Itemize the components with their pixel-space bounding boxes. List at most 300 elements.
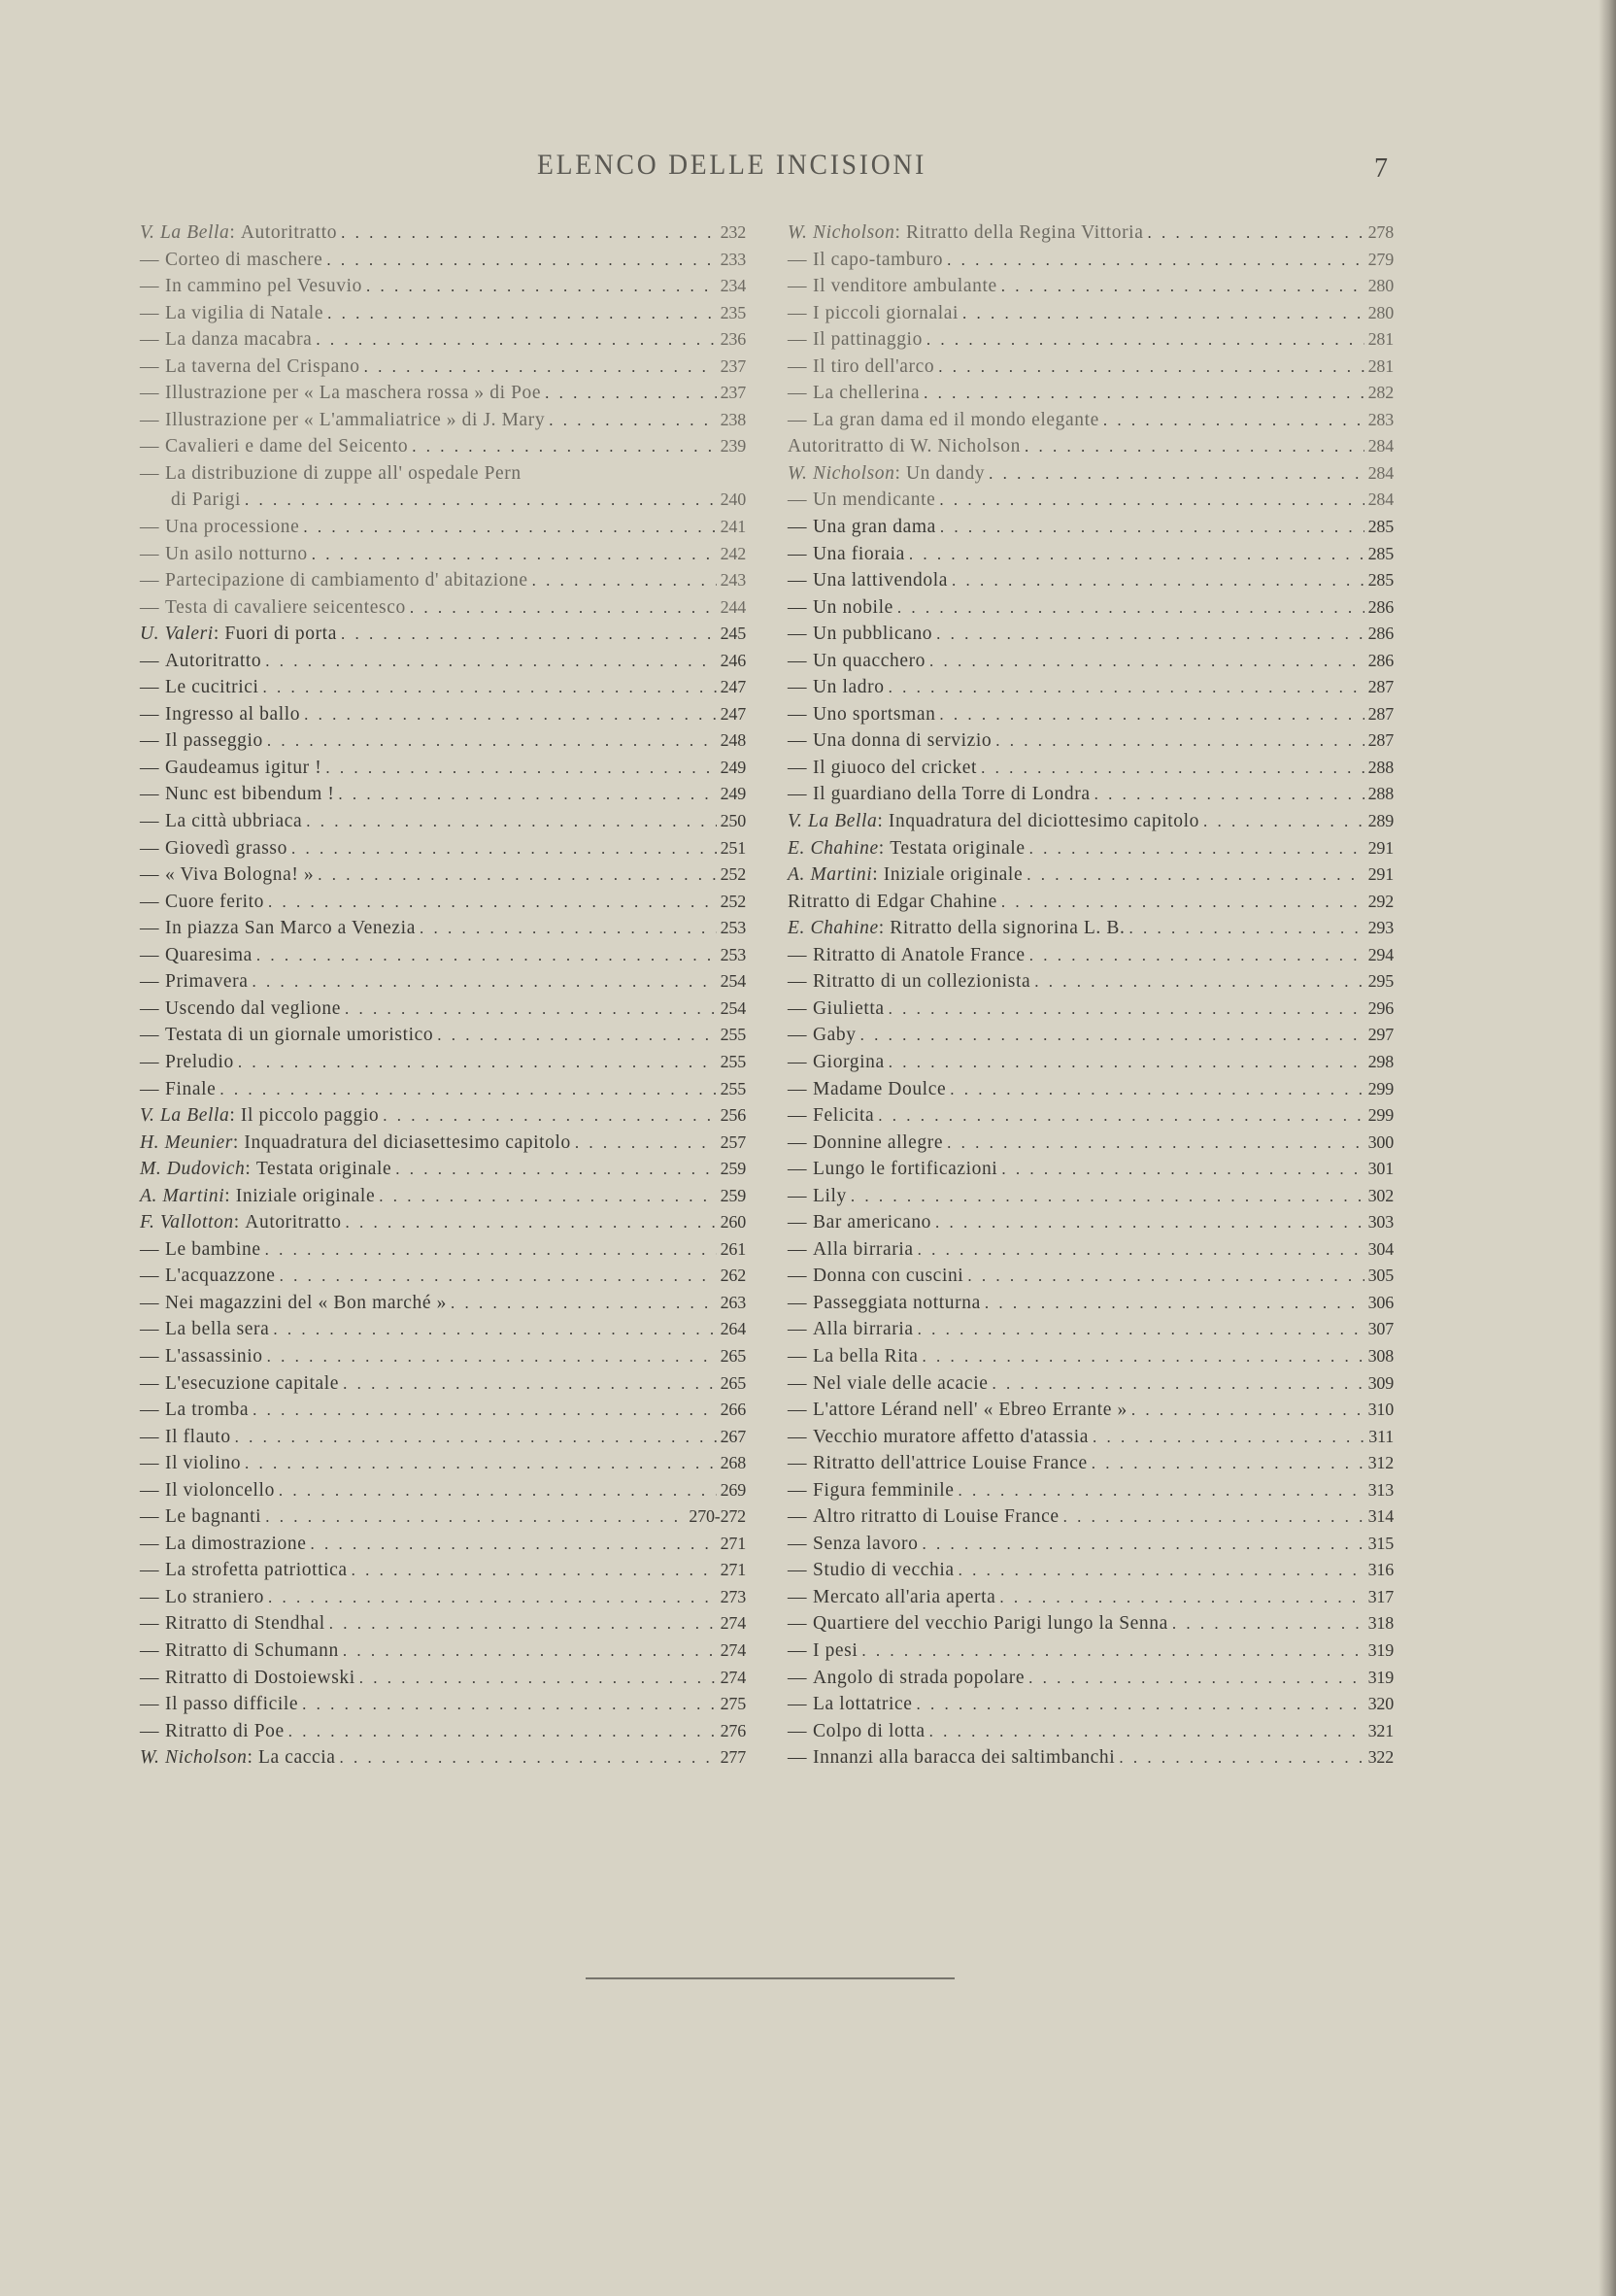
ditto-dash: — bbox=[788, 1212, 807, 1233]
dot-leader bbox=[923, 1343, 1364, 1370]
ditto-dash: — bbox=[140, 355, 159, 377]
dot-leader bbox=[245, 1450, 717, 1477]
entry-title: Passeggiata notturna bbox=[813, 1292, 981, 1313]
toc-entry bbox=[788, 674, 1394, 701]
ditto-dash: — bbox=[140, 383, 159, 404]
entry-title: Figura femminile bbox=[813, 1479, 955, 1501]
dot-leader bbox=[1103, 407, 1364, 434]
toc-entry bbox=[140, 1102, 746, 1130]
dot-leader bbox=[412, 433, 716, 460]
toc-entry bbox=[788, 1343, 1394, 1370]
entry-artist: V. La Bella bbox=[140, 1105, 230, 1127]
ditto-dash: — bbox=[788, 570, 807, 591]
dot-leader bbox=[437, 1022, 716, 1049]
entry-page-number: 302 bbox=[1367, 1185, 1394, 1205]
entry-title: Testa di cavaliere seicentesco bbox=[165, 596, 406, 618]
entry-page-number: 299 bbox=[1367, 1105, 1394, 1126]
ditto-dash: — bbox=[788, 1533, 807, 1554]
ditto-dash: — bbox=[140, 1400, 159, 1421]
entry-title: Il passo difficile bbox=[165, 1694, 299, 1715]
dot-leader bbox=[999, 1584, 1364, 1611]
entry-title: Partecipazione di cambiamento d' abitazione bbox=[165, 570, 528, 591]
toc-entry bbox=[140, 1424, 746, 1451]
dot-leader bbox=[1203, 808, 1364, 835]
toc-entry bbox=[140, 460, 746, 488]
dot-leader bbox=[1119, 1744, 1364, 1772]
dot-leader bbox=[1063, 1503, 1364, 1531]
entry-title: di Parigi bbox=[171, 490, 242, 511]
entry-title: La lottatrice bbox=[813, 1694, 913, 1715]
toc-entry bbox=[788, 1102, 1394, 1130]
entry-title: Ingresso al ballo bbox=[165, 703, 301, 725]
entry-title: Illustrazione per « L'ammaliatrice » di J. Mary bbox=[165, 409, 546, 430]
artist-separator: : bbox=[229, 1105, 241, 1127]
toc-entry bbox=[788, 567, 1394, 594]
dot-leader bbox=[267, 1343, 717, 1370]
dot-leader bbox=[327, 300, 717, 327]
entry-page-number: 254 bbox=[720, 971, 746, 992]
toc-entry bbox=[140, 247, 746, 274]
ditto-dash: — bbox=[788, 383, 807, 404]
ditto-dash: — bbox=[788, 249, 807, 270]
entry-page-number: 249 bbox=[720, 784, 746, 804]
dot-leader bbox=[939, 487, 1364, 514]
ditto-dash: — bbox=[140, 891, 159, 912]
ditto-dash: — bbox=[788, 1105, 807, 1127]
entry-title: La strofetta patriottica bbox=[165, 1560, 348, 1581]
toc-entry bbox=[140, 889, 746, 916]
entry-page-number: 235 bbox=[720, 302, 746, 322]
toc-entry bbox=[140, 1584, 746, 1611]
ditto-dash: — bbox=[788, 1051, 807, 1072]
ditto-dash: — bbox=[140, 1078, 159, 1099]
ditto-dash: — bbox=[140, 276, 159, 297]
entry-page-number: 275 bbox=[720, 1694, 746, 1714]
ditto-dash: — bbox=[788, 944, 807, 965]
entry-title: Quaresima bbox=[165, 944, 252, 965]
dot-leader bbox=[936, 621, 1364, 648]
ditto-dash: — bbox=[788, 1586, 807, 1607]
toc-entry bbox=[140, 1236, 746, 1264]
dot-leader bbox=[1001, 889, 1364, 916]
dot-leader bbox=[989, 460, 1364, 488]
ditto-dash: — bbox=[788, 1266, 807, 1287]
entry-page-number: 274 bbox=[720, 1639, 746, 1660]
entry-page-number: 237 bbox=[720, 355, 746, 376]
ditto-dash: — bbox=[788, 1639, 807, 1661]
entry-artist: A. Martini bbox=[788, 864, 873, 886]
entry-title: Gaudeamus igitur ! bbox=[165, 757, 322, 778]
entry-artist: W. Nicholson bbox=[788, 462, 895, 484]
ditto-dash: — bbox=[140, 650, 159, 671]
dot-leader bbox=[909, 541, 1364, 568]
toc-entry bbox=[140, 1450, 746, 1477]
entry-title: Autoritratto bbox=[165, 650, 262, 671]
dot-leader bbox=[279, 1477, 717, 1504]
entry-title: Senza lavoro bbox=[813, 1533, 919, 1554]
dot-leader bbox=[366, 273, 717, 300]
entry-title: Un ladro bbox=[813, 677, 885, 698]
ditto-dash: — bbox=[788, 1400, 807, 1421]
dot-leader bbox=[263, 674, 717, 701]
entry-artist: W. Nicholson bbox=[788, 222, 895, 243]
toc-entry bbox=[788, 1610, 1394, 1638]
dot-leader bbox=[929, 1718, 1364, 1745]
dot-leader bbox=[917, 1691, 1364, 1718]
ditto-dash: — bbox=[788, 1426, 807, 1447]
toc-entry bbox=[140, 1156, 746, 1183]
entry-page-number: 309 bbox=[1367, 1372, 1394, 1393]
toc-entry bbox=[788, 621, 1394, 648]
toc-entry bbox=[140, 1665, 746, 1692]
dot-leader bbox=[940, 514, 1364, 541]
entry-page-number: 284 bbox=[1367, 490, 1394, 510]
ditto-dash: — bbox=[140, 1506, 159, 1528]
dot-leader bbox=[410, 594, 717, 622]
dot-leader bbox=[311, 1531, 717, 1558]
entry-title: Autoritratto bbox=[240, 222, 338, 243]
toc-entry bbox=[140, 835, 746, 862]
artist-separator: : bbox=[245, 1159, 256, 1180]
toc-entry bbox=[140, 1343, 746, 1370]
footer-rule bbox=[586, 1977, 955, 1979]
ditto-dash: — bbox=[788, 329, 807, 351]
entry-title: Uno sportsman bbox=[813, 703, 936, 725]
entry-title: Un nobile bbox=[813, 596, 893, 618]
dot-leader bbox=[851, 1183, 1364, 1210]
entry-page-number: 319 bbox=[1367, 1639, 1394, 1660]
entry-title: Giorgina bbox=[813, 1051, 885, 1072]
ditto-dash: — bbox=[140, 944, 159, 965]
ditto-dash: — bbox=[140, 971, 159, 993]
entry-title: Il flauto bbox=[165, 1426, 231, 1447]
entry-page-number: 234 bbox=[720, 276, 746, 296]
dot-leader bbox=[889, 1049, 1364, 1076]
toc-entry bbox=[788, 273, 1394, 300]
ditto-dash: — bbox=[140, 1720, 159, 1741]
dot-leader bbox=[341, 219, 716, 247]
entry-title: Le bambine bbox=[165, 1238, 261, 1260]
ditto-dash: — bbox=[140, 1238, 159, 1260]
toc-entry bbox=[140, 567, 746, 594]
artist-separator: : bbox=[872, 864, 884, 886]
toc-entry bbox=[140, 727, 746, 755]
dot-leader bbox=[1025, 433, 1364, 460]
entry-title: La tromba bbox=[165, 1400, 250, 1421]
entry-artist: A. Martini bbox=[140, 1185, 225, 1206]
entry-title: Vecchio muratore affetto d'atassia bbox=[813, 1426, 1089, 1447]
entry-title: Ritratto della Regina Vittoria bbox=[906, 222, 1144, 243]
entry-title: Lungo le fortificazioni bbox=[813, 1159, 998, 1180]
ditto-dash: — bbox=[788, 409, 807, 430]
dot-leader bbox=[924, 380, 1364, 407]
dot-leader bbox=[312, 541, 717, 568]
entry-title: Il capo-tamburo bbox=[813, 249, 944, 270]
entry-page-number: 238 bbox=[720, 409, 746, 429]
toc-column-right bbox=[788, 219, 1394, 1772]
entry-title: Iniziale originale bbox=[235, 1185, 376, 1206]
entry-page-number: 259 bbox=[720, 1159, 746, 1179]
entry-title: Le bagnanti bbox=[165, 1506, 262, 1528]
dot-leader bbox=[268, 1584, 717, 1611]
dot-leader bbox=[889, 674, 1364, 701]
toc-entry bbox=[788, 487, 1394, 514]
entry-page-number: 248 bbox=[720, 730, 746, 751]
dot-leader bbox=[340, 1744, 717, 1772]
entry-title: Colpo di lotta bbox=[813, 1720, 926, 1741]
entry-page-number: 274 bbox=[720, 1667, 746, 1687]
ditto-dash: — bbox=[140, 1051, 159, 1072]
toc-entry bbox=[788, 1156, 1394, 1183]
ditto-dash: — bbox=[140, 1694, 159, 1715]
entry-title: Primavera bbox=[165, 971, 249, 993]
entry-title: Una lattivendola bbox=[813, 570, 949, 591]
ditto-dash: — bbox=[788, 1747, 807, 1769]
toc-entry bbox=[788, 354, 1394, 381]
toc-entry bbox=[140, 300, 746, 327]
toc-entry bbox=[140, 1718, 746, 1745]
entry-artist: V. La Bella bbox=[140, 222, 230, 243]
toc-entry bbox=[140, 861, 746, 889]
entry-title: Il venditore ambulante bbox=[813, 276, 997, 297]
entry-page-number: 305 bbox=[1367, 1266, 1394, 1286]
entry-title: Una fioraia bbox=[813, 543, 905, 564]
dot-leader bbox=[316, 326, 716, 354]
ditto-dash: — bbox=[788, 490, 807, 511]
dot-leader bbox=[256, 942, 717, 969]
entry-page-number: 282 bbox=[1367, 383, 1394, 403]
ditto-dash: — bbox=[788, 1720, 807, 1741]
ditto-dash: — bbox=[788, 1694, 807, 1715]
entry-page-number: 255 bbox=[720, 1051, 746, 1071]
entry-page-number: 250 bbox=[720, 811, 746, 831]
entry-page-number: 318 bbox=[1367, 1613, 1394, 1634]
entry-title: Testata originale bbox=[255, 1159, 392, 1180]
artist-separator: : bbox=[233, 1212, 246, 1233]
toc-entry bbox=[788, 1450, 1394, 1477]
dot-leader bbox=[303, 514, 716, 541]
entry-page-number: 294 bbox=[1367, 944, 1394, 964]
entry-title: Giovedì grasso bbox=[165, 837, 287, 859]
ditto-dash: — bbox=[788, 1159, 807, 1180]
entry-page-number: 313 bbox=[1367, 1479, 1394, 1500]
toc-entry bbox=[140, 942, 746, 969]
toc-entry bbox=[788, 889, 1394, 916]
toc-entry bbox=[788, 835, 1394, 862]
entry-page-number: 289 bbox=[1367, 811, 1394, 831]
entry-page-number: 277 bbox=[720, 1747, 746, 1768]
entry-page-number: 281 bbox=[1367, 355, 1394, 376]
toc-entry bbox=[140, 1557, 746, 1584]
entry-title: Uscendo dal veglione bbox=[165, 997, 341, 1019]
toc-entry bbox=[788, 380, 1394, 407]
ditto-dash: — bbox=[788, 703, 807, 725]
entry-page-number: 253 bbox=[720, 918, 746, 938]
dot-leader bbox=[318, 861, 716, 889]
entry-page-number: 263 bbox=[720, 1292, 746, 1312]
dot-leader bbox=[959, 1477, 1364, 1504]
toc-entry bbox=[140, 968, 746, 996]
entry-page-number: 306 bbox=[1367, 1292, 1394, 1312]
dot-leader bbox=[995, 727, 1364, 755]
entry-title: Il violoncello bbox=[165, 1479, 275, 1501]
entry-title: Ritratto di Schumann bbox=[165, 1639, 339, 1661]
entry-page-number: 300 bbox=[1367, 1131, 1394, 1152]
dot-leader bbox=[860, 1022, 1364, 1049]
entry-page-number: 255 bbox=[720, 1078, 746, 1098]
entry-page-number: 287 bbox=[1367, 730, 1394, 751]
toc-entry bbox=[788, 1183, 1394, 1210]
entry-page-number: 239 bbox=[720, 436, 746, 456]
entry-title: Il giuoco del cricket bbox=[813, 757, 978, 778]
dot-leader bbox=[575, 1130, 717, 1157]
dot-leader bbox=[962, 300, 1364, 327]
toc-entry bbox=[788, 1557, 1394, 1584]
dot-leader bbox=[1027, 861, 1364, 889]
entry-artist: E. Chahine bbox=[788, 918, 879, 939]
dot-leader bbox=[532, 567, 717, 594]
entry-page-number: 301 bbox=[1367, 1159, 1394, 1179]
entry-page-number: 262 bbox=[720, 1266, 746, 1286]
toc-entry bbox=[140, 1370, 746, 1398]
entry-title: Alla birraria bbox=[813, 1238, 914, 1260]
entry-page-number: 279 bbox=[1367, 249, 1394, 269]
dot-leader bbox=[338, 781, 716, 808]
ditto-dash: — bbox=[140, 997, 159, 1019]
ditto-dash: — bbox=[788, 1506, 807, 1528]
ditto-dash: — bbox=[788, 1131, 807, 1153]
entry-page-number: 281 bbox=[1367, 329, 1394, 350]
entry-title: Nel viale delle acacie bbox=[813, 1372, 989, 1394]
entry-page-number: 286 bbox=[1367, 650, 1394, 670]
entry-page-number: 254 bbox=[720, 997, 746, 1018]
dot-leader bbox=[992, 1370, 1364, 1398]
entry-title: L'acquazzone bbox=[165, 1266, 276, 1287]
dot-leader bbox=[219, 1076, 716, 1103]
toc-entry bbox=[788, 861, 1394, 889]
entry-title: Illustrazione per « La maschera rossa » di Poe bbox=[165, 383, 542, 404]
dot-leader bbox=[267, 727, 717, 755]
dot-leader bbox=[420, 915, 717, 942]
toc-entry bbox=[140, 781, 746, 808]
ditto-dash: — bbox=[140, 1345, 159, 1367]
dot-leader bbox=[291, 835, 717, 862]
ditto-dash: — bbox=[140, 1319, 159, 1340]
entry-artist: V. La Bella bbox=[788, 811, 878, 832]
entry-page-number: 259 bbox=[720, 1185, 746, 1205]
toc-entry bbox=[788, 1503, 1394, 1531]
dot-leader bbox=[252, 1397, 717, 1424]
dot-leader bbox=[252, 968, 717, 996]
entry-title: Gaby bbox=[813, 1025, 857, 1046]
entry-page-number: 308 bbox=[1367, 1345, 1394, 1366]
entry-title: Giulietta bbox=[813, 997, 885, 1019]
dot-leader bbox=[268, 889, 717, 916]
entry-page-number: 312 bbox=[1367, 1453, 1394, 1473]
dot-leader bbox=[359, 1665, 717, 1692]
toc-entry bbox=[788, 1290, 1394, 1317]
toc-entry bbox=[140, 1316, 746, 1343]
entry-title: Il guardiano della Torre di Londra bbox=[813, 784, 1091, 805]
entry-title: In cammino pel Vesuvio bbox=[165, 276, 362, 297]
entry-page-number: 321 bbox=[1367, 1720, 1394, 1740]
entry-title: Studio di vecchia bbox=[813, 1560, 955, 1581]
ditto-dash: — bbox=[140, 811, 159, 832]
toc-entry bbox=[140, 1744, 746, 1772]
entry-page-number: 255 bbox=[720, 1025, 746, 1045]
entry-title: La bella Rita bbox=[813, 1345, 919, 1367]
entry-page-number: 251 bbox=[720, 837, 746, 858]
toc-entry bbox=[140, 1130, 746, 1157]
entry-title: Donnine allegre bbox=[813, 1131, 944, 1153]
dot-leader bbox=[938, 354, 1364, 381]
dot-leader bbox=[352, 1557, 717, 1584]
artist-separator: : bbox=[232, 1131, 245, 1153]
dot-leader bbox=[926, 326, 1364, 354]
entry-title: « Viva Bologna! » bbox=[165, 864, 315, 886]
page-number: 7 bbox=[1374, 153, 1388, 184]
entry-title: L'assassinio bbox=[165, 1345, 263, 1367]
toc-entry bbox=[788, 1209, 1394, 1236]
entry-page-number: 268 bbox=[720, 1453, 746, 1473]
ditto-dash: — bbox=[788, 677, 807, 698]
entry-page-number: 274 bbox=[720, 1613, 746, 1634]
dot-leader bbox=[383, 1102, 716, 1130]
dot-leader bbox=[950, 1076, 1364, 1103]
entry-title: Il piccolo paggio bbox=[240, 1105, 380, 1127]
dot-leader bbox=[947, 247, 1364, 274]
entry-title: I pesi bbox=[813, 1639, 858, 1661]
entry-page-number: 270-272 bbox=[689, 1506, 746, 1527]
dot-leader bbox=[235, 1424, 717, 1451]
toc-entry bbox=[788, 1263, 1394, 1290]
toc-entry bbox=[788, 1076, 1394, 1103]
entry-page-number: 266 bbox=[720, 1400, 746, 1420]
entry-page-number: 246 bbox=[720, 650, 746, 670]
dot-leader bbox=[343, 1370, 717, 1398]
toc-entry bbox=[788, 1316, 1394, 1343]
entry-page-number: 257 bbox=[720, 1131, 746, 1152]
entry-artist: H. Meunier bbox=[140, 1131, 233, 1153]
ditto-dash: — bbox=[788, 1372, 807, 1394]
ditto-dash: — bbox=[788, 1345, 807, 1367]
entry-page-number: 304 bbox=[1367, 1238, 1394, 1259]
ditto-dash: — bbox=[788, 596, 807, 618]
entry-title: Nunc est bibendum ! bbox=[165, 784, 335, 805]
dot-leader bbox=[265, 648, 716, 675]
dot-leader bbox=[273, 1316, 716, 1343]
dot-leader bbox=[451, 1290, 717, 1317]
toc-entry bbox=[140, 1691, 746, 1718]
toc-entry bbox=[140, 1049, 746, 1076]
entry-page-number: 285 bbox=[1367, 570, 1394, 591]
toc-entry bbox=[788, 1665, 1394, 1692]
entry-title: Madame Doulce bbox=[813, 1078, 947, 1099]
dot-leader bbox=[325, 755, 716, 782]
entry-artist: W. Nicholson bbox=[140, 1747, 248, 1769]
artist-separator: : bbox=[877, 811, 889, 832]
entry-title: Innanzi alla baracca dei saltimbanchi bbox=[813, 1747, 1116, 1769]
ditto-dash: — bbox=[140, 302, 159, 323]
entry-title: Inquadratura del diciasettesimo capitolo bbox=[244, 1131, 571, 1153]
dot-leader bbox=[935, 1209, 1364, 1236]
dot-leader bbox=[985, 1290, 1364, 1317]
dot-leader bbox=[1093, 1424, 1364, 1451]
toc-entry bbox=[140, 1209, 746, 1236]
ditto-dash: — bbox=[140, 918, 159, 939]
entry-title: Lily bbox=[813, 1185, 847, 1206]
entry-page-number: 320 bbox=[1367, 1694, 1394, 1714]
